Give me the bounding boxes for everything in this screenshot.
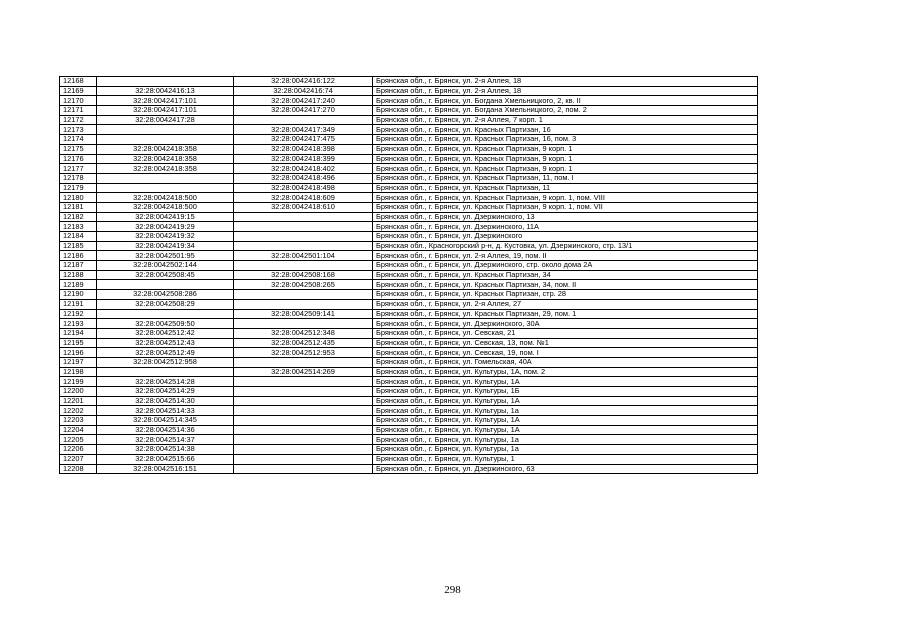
row-number-cell: 12198 (60, 367, 97, 377)
object-number-cell: 32:28:0042417:475 (234, 135, 373, 145)
row-number-cell: 12191 (60, 299, 97, 309)
address-cell: Брянская обл., г. Брянск, ул. 2-я Аллея, 18 (373, 77, 758, 87)
address-cell: Брянская обл., г. Брянск, ул. Дзержинского (373, 232, 758, 242)
parcel-number-cell (97, 367, 234, 377)
parcel-number-cell: 32:28:0042419:15 (97, 212, 234, 222)
row-number-cell: 12184 (60, 232, 97, 242)
object-number-cell: 32:28:0042416:122 (234, 77, 373, 87)
table-row (60, 115, 758, 125)
table-row (60, 396, 758, 406)
parcel-number-cell: 32:28:0042515:66 (97, 454, 234, 464)
parcel-number-cell: 32:28:0042418:500 (97, 202, 234, 212)
row-number-cell: 12181 (60, 202, 97, 212)
table-row (60, 86, 758, 96)
row-number-cell: 12200 (60, 387, 97, 397)
row-number-cell: 12177 (60, 164, 97, 174)
address-cell: Брянская обл., г. Брянск, ул. Красных Партизан, 9 корп. 1, пом. VII (373, 202, 758, 212)
address-cell: Брянская обл., г. Брянск, ул. Дзержинского, 11А (373, 222, 758, 232)
table-row (60, 222, 758, 232)
object-number-cell: 32:28:0042512:953 (234, 348, 373, 358)
object-number-cell (234, 319, 373, 329)
row-number-cell: 12208 (60, 464, 97, 474)
parcel-number-cell: 32:28:0042501:95 (97, 251, 234, 261)
address-cell: Брянская обл., г. Брянск, ул. Дзержинского, 30А (373, 319, 758, 329)
row-number-cell: 12168 (60, 77, 97, 87)
row-number-cell: 12174 (60, 135, 97, 145)
table-row (60, 367, 758, 377)
parcel-number-cell: 32:28:0042514:29 (97, 387, 234, 397)
address-cell: Брянская обл., г. Брянск, ул. Красных Партизан, 9 корп. 1 (373, 164, 758, 174)
object-number-cell: 32:28:0042417:270 (234, 106, 373, 116)
row-number-cell: 12169 (60, 86, 97, 96)
row-number-cell: 12201 (60, 396, 97, 406)
parcel-number-cell: 32:28:0042417:101 (97, 106, 234, 116)
address-cell: Брянская обл., г. Брянск, ул. Гомельская, 40А (373, 357, 758, 367)
row-number-cell: 12204 (60, 425, 97, 435)
row-number-cell: 12182 (60, 212, 97, 222)
registry-table (59, 76, 758, 474)
object-number-cell (234, 464, 373, 474)
address-cell: Брянская обл., г. Брянск, ул. 2-я Аллея, 7 корп. 1 (373, 115, 758, 125)
address-cell: Брянская обл., г. Брянск, ул. 2-я Аллея, 27 (373, 299, 758, 309)
parcel-number-cell: 32:28:0042514:36 (97, 425, 234, 435)
object-number-cell: 32:28:0042512:435 (234, 338, 373, 348)
object-number-cell: 32:28:0042417:349 (234, 125, 373, 135)
row-number-cell: 12178 (60, 173, 97, 183)
object-number-cell (234, 357, 373, 367)
parcel-number-cell: 32:28:0042514:28 (97, 377, 234, 387)
object-number-cell: 32:28:0042418:610 (234, 202, 373, 212)
address-cell: Брянская обл., г. Брянск, ул. 2-я Аллея, 18 (373, 86, 758, 96)
table-row (60, 328, 758, 338)
table-row (60, 445, 758, 455)
object-number-cell: 32:28:0042509:141 (234, 309, 373, 319)
address-cell: Брянская обл., г. Брянск, ул. Культуры, 1а (373, 406, 758, 416)
object-number-cell (234, 377, 373, 387)
table-row (60, 212, 758, 222)
object-number-cell: 32:28:0042514:269 (234, 367, 373, 377)
table-row (60, 241, 758, 251)
address-cell: Брянская обл., г. Брянск, ул. Красных Партизан, 29, пом. 1 (373, 309, 758, 319)
registry-table-body (60, 77, 758, 474)
table-row (60, 106, 758, 116)
row-number-cell: 12197 (60, 357, 97, 367)
address-cell: Брянская обл., г. Брянск, ул. Красных Партизан, стр. 28 (373, 290, 758, 300)
row-number-cell: 12205 (60, 435, 97, 445)
parcel-number-cell: 32:28:0042419:34 (97, 241, 234, 251)
row-number-cell: 12196 (60, 348, 97, 358)
parcel-number-cell: 32:28:0042418:358 (97, 164, 234, 174)
row-number-cell: 12183 (60, 222, 97, 232)
parcel-number-cell: 32:28:0042512:43 (97, 338, 234, 348)
address-cell: Брянская обл., г. Брянск, ул. Культуры, 1а (373, 445, 758, 455)
row-number-cell: 12189 (60, 280, 97, 290)
address-cell: Брянская обл., г. Брянск, ул. Севская, 13, пом. №1 (373, 338, 758, 348)
table-row (60, 144, 758, 154)
parcel-number-cell: 32:28:0042509:50 (97, 319, 234, 329)
object-number-cell: 32:28:0042508:265 (234, 280, 373, 290)
table-row (60, 96, 758, 106)
parcel-number-cell: 32:28:0042512:958 (97, 357, 234, 367)
object-number-cell: 32:28:0042418:609 (234, 193, 373, 203)
row-number-cell: 12206 (60, 445, 97, 455)
object-number-cell: 32:28:0042418:398 (234, 144, 373, 154)
table-row (60, 464, 758, 474)
address-cell: Брянская обл., г. Брянск, ул. Богдана Хмельницкого, 2, пом. 2 (373, 106, 758, 116)
object-number-cell (234, 445, 373, 455)
parcel-number-cell (97, 77, 234, 87)
address-cell: Брянская обл., г. Брянск, ул. Культуры, 1А, пом. 2 (373, 367, 758, 377)
table-row (60, 173, 758, 183)
row-number-cell: 12176 (60, 154, 97, 164)
table-row (60, 377, 758, 387)
parcel-number-cell: 32:28:0042417:28 (97, 115, 234, 125)
table-row (60, 183, 758, 193)
object-number-cell (234, 435, 373, 445)
parcel-number-cell (97, 183, 234, 193)
parcel-number-cell: 32:28:0042418:500 (97, 193, 234, 203)
row-number-cell: 12207 (60, 454, 97, 464)
table-row (60, 387, 758, 397)
table-row (60, 454, 758, 464)
address-cell: Брянская обл., Красногорский р-н, д. Кустовка, ул. Дзержинского, стр. 13/1 (373, 241, 758, 251)
address-cell: Брянская обл., г. Брянск, ул. Севская, 19, пом. I (373, 348, 758, 358)
object-number-cell (234, 416, 373, 426)
table-row (60, 135, 758, 145)
address-cell: Брянская обл., г. Брянск, ул. Дзержинского, 13 (373, 212, 758, 222)
object-number-cell (234, 454, 373, 464)
parcel-number-cell: 32:28:0042417:101 (97, 96, 234, 106)
table-row (60, 435, 758, 445)
row-number-cell: 12170 (60, 96, 97, 106)
parcel-number-cell (97, 125, 234, 135)
row-number-cell: 12173 (60, 125, 97, 135)
table-row (60, 319, 758, 329)
row-number-cell: 12171 (60, 106, 97, 116)
table-row (60, 125, 758, 135)
parcel-number-cell: 32:28:0042516:151 (97, 464, 234, 474)
address-cell: Брянская обл., г. Брянск, ул. Культуры, 1А (373, 377, 758, 387)
address-cell: Брянская обл., г. Брянск, ул. Красных Партизан, 34 (373, 270, 758, 280)
parcel-number-cell: 32:28:0042512:49 (97, 348, 234, 358)
row-number-cell: 12199 (60, 377, 97, 387)
table-row (60, 357, 758, 367)
parcel-number-cell: 32:28:0042508:29 (97, 299, 234, 309)
table-row (60, 299, 758, 309)
address-cell: Брянская обл., г. Брянск, ул. Красных Партизан, 16, пом. 3 (373, 135, 758, 145)
object-number-cell (234, 406, 373, 416)
table-row (60, 261, 758, 271)
table-row (60, 290, 758, 300)
row-number-cell: 12195 (60, 338, 97, 348)
object-number-cell (234, 222, 373, 232)
address-cell: Брянская обл., г. Брянск, ул. Дзержинского, 63 (373, 464, 758, 474)
page-number: 298 (444, 584, 461, 596)
table-row (60, 416, 758, 426)
address-cell: Брянская обл., г. Брянск, ул. Культуры, 1 (373, 454, 758, 464)
row-number-cell: 12190 (60, 290, 97, 300)
table-row (60, 77, 758, 87)
parcel-number-cell: 32:28:0042514:38 (97, 445, 234, 455)
parcel-number-cell: 32:28:0042418:358 (97, 144, 234, 154)
address-cell: Брянская обл., г. Брянск, ул. Красных Партизан, 16 (373, 125, 758, 135)
parcel-number-cell: 32:28:0042416:13 (97, 86, 234, 96)
parcel-number-cell: 32:28:0042508:45 (97, 270, 234, 280)
object-number-cell (234, 261, 373, 271)
table-row (60, 348, 758, 358)
row-number-cell: 12185 (60, 241, 97, 251)
row-number-cell: 12179 (60, 183, 97, 193)
object-number-cell (234, 212, 373, 222)
table-row (60, 309, 758, 319)
address-cell: Брянская обл., г. Брянск, ул. 2-я Аллея, 19, пом. II (373, 251, 758, 261)
table-row (60, 202, 758, 212)
parcel-number-cell: 32:28:0042418:358 (97, 154, 234, 164)
parcel-number-cell: 32:28:0042514:37 (97, 435, 234, 445)
address-cell: Брянская обл., г. Брянск, ул. Культуры, 1А (373, 396, 758, 406)
row-number-cell: 12172 (60, 115, 97, 125)
object-number-cell (234, 299, 373, 309)
object-number-cell (234, 241, 373, 251)
object-number-cell: 32:28:0042418:496 (234, 173, 373, 183)
table-row (60, 406, 758, 416)
parcel-number-cell: 32:28:0042419:29 (97, 222, 234, 232)
table-row (60, 338, 758, 348)
address-cell: Брянская обл., г. Брянск, ул. Красных Партизан, 9 корп. 1 (373, 154, 758, 164)
object-number-cell (234, 290, 373, 300)
row-number-cell: 12175 (60, 144, 97, 154)
object-number-cell: 32:28:0042417:240 (234, 96, 373, 106)
object-number-cell (234, 396, 373, 406)
table-row (60, 164, 758, 174)
object-number-cell: 32:28:0042508:168 (234, 270, 373, 280)
object-number-cell (234, 232, 373, 242)
address-cell: Брянская обл., г. Брянск, ул. Красных Партизан, 9 корп. 1 (373, 144, 758, 154)
row-number-cell: 12194 (60, 328, 97, 338)
parcel-number-cell: 32:28:0042508:286 (97, 290, 234, 300)
table-row (60, 270, 758, 280)
address-cell: Брянская обл., г. Брянск, ул. Красных Партизан, 34, пом. II (373, 280, 758, 290)
address-cell: Брянская обл., г. Брянск, ул. Культуры, 1А (373, 416, 758, 426)
object-number-cell: 32:28:0042501:104 (234, 251, 373, 261)
row-number-cell: 12203 (60, 416, 97, 426)
object-number-cell: 32:28:0042512:348 (234, 328, 373, 338)
address-cell: Брянская обл., г. Брянск, ул. Севская, 21 (373, 328, 758, 338)
row-number-cell: 12192 (60, 309, 97, 319)
row-number-cell: 12202 (60, 406, 97, 416)
table-row (60, 232, 758, 242)
address-cell: Брянская обл., г. Брянск, ул. Культуры, 1а (373, 435, 758, 445)
parcel-number-cell: 32:28:0042419:32 (97, 232, 234, 242)
address-cell: Брянская обл., г. Брянск, ул. Красных Партизан, 11, пом. I (373, 173, 758, 183)
address-cell: Брянская обл., г. Брянск, ул. Дзержинского, стр. около дома 2А (373, 261, 758, 271)
row-number-cell: 12180 (60, 193, 97, 203)
address-cell: Брянская обл., г. Брянск, ул. Культуры, 1Б (373, 387, 758, 397)
row-number-cell: 12186 (60, 251, 97, 261)
row-number-cell: 12188 (60, 270, 97, 280)
parcel-number-cell (97, 309, 234, 319)
row-number-cell: 12187 (60, 261, 97, 271)
row-number-cell: 12193 (60, 319, 97, 329)
address-cell: Брянская обл., г. Брянск, ул. Богдана Хмельницкого, 2, кв. II (373, 96, 758, 106)
table-row (60, 425, 758, 435)
parcel-number-cell (97, 173, 234, 183)
parcel-number-cell: 32:28:0042514:345 (97, 416, 234, 426)
parcel-number-cell: 32:28:0042512:42 (97, 328, 234, 338)
parcel-number-cell (97, 135, 234, 145)
object-number-cell (234, 425, 373, 435)
parcel-number-cell (97, 280, 234, 290)
object-number-cell (234, 387, 373, 397)
table-row (60, 154, 758, 164)
address-cell: Брянская обл., г. Брянск, ул. Красных Партизан, 9 корп. 1, пом. VIII (373, 193, 758, 203)
object-number-cell: 32:28:0042418:402 (234, 164, 373, 174)
parcel-number-cell: 32:28:0042514:30 (97, 396, 234, 406)
object-number-cell: 32:28:0042416:74 (234, 86, 373, 96)
address-cell: Брянская обл., г. Брянск, ул. Красных Партизан, 11 (373, 183, 758, 193)
table-row (60, 193, 758, 203)
table-row (60, 280, 758, 290)
object-number-cell: 32:28:0042418:498 (234, 183, 373, 193)
table-row (60, 251, 758, 261)
object-number-cell (234, 115, 373, 125)
object-number-cell: 32:28:0042418:399 (234, 154, 373, 164)
address-cell: Брянская обл., г. Брянск, ул. Культуры, 1А (373, 425, 758, 435)
parcel-number-cell: 32:28:0042514:33 (97, 406, 234, 416)
parcel-number-cell: 32:28:0042502:144 (97, 261, 234, 271)
